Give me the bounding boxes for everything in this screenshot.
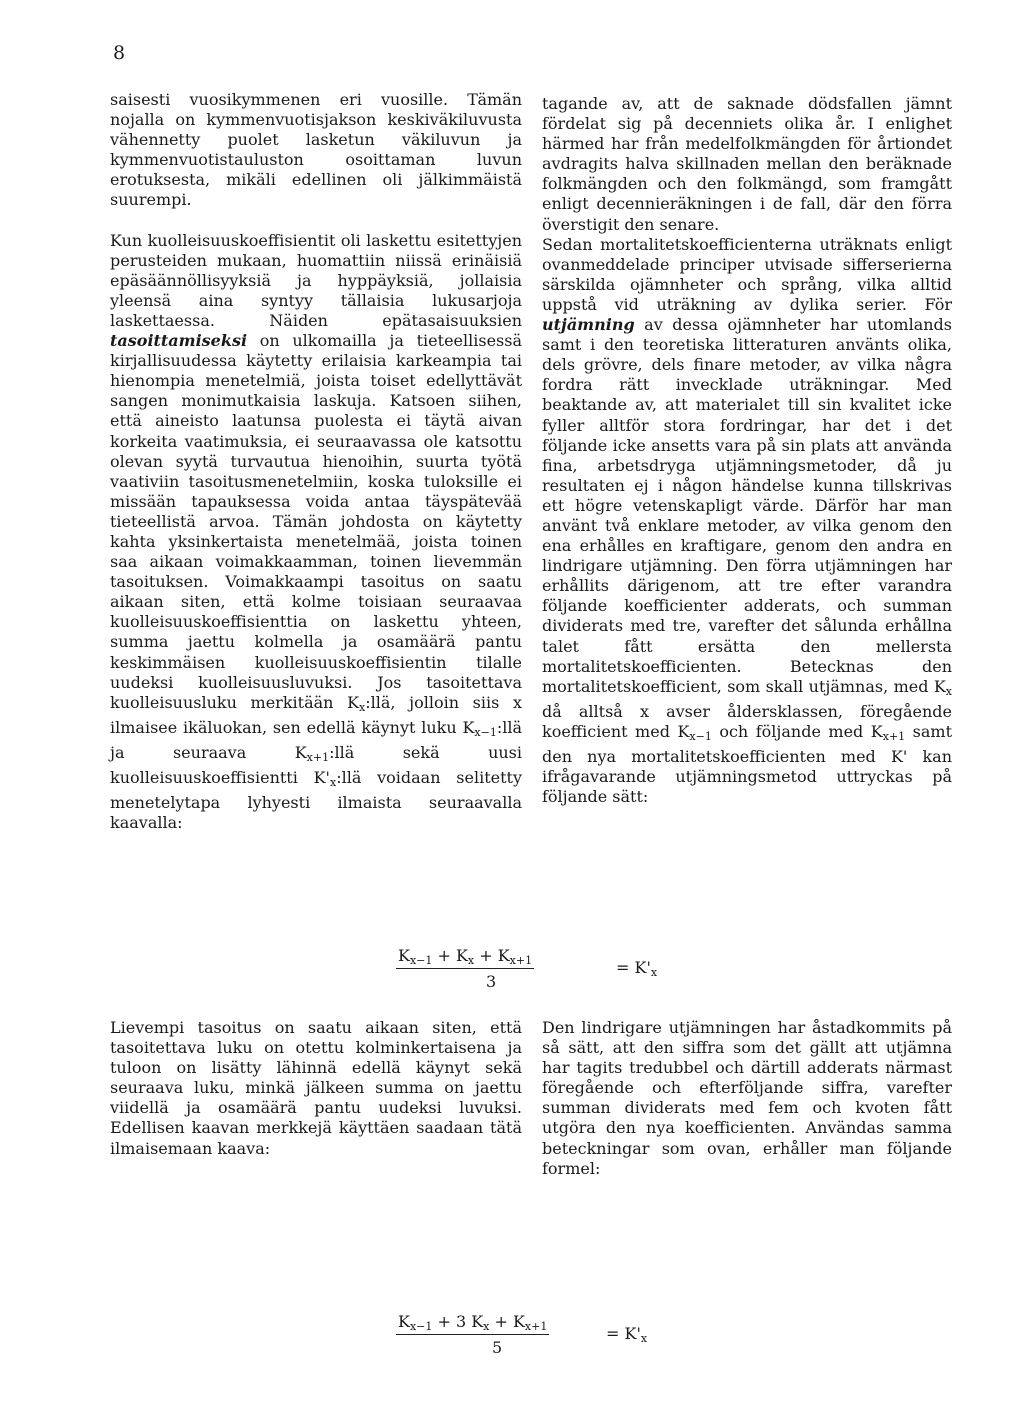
paragraph: tagande av, att de saknade dödsfallen jämnt fördelat sig på decenniets olika år. I enlighet härmed har från medelfolkmängden för årtiondet avdragits halva skillnaden mellan den beräknade folkmängden och den folkmängd, som framgått enligt decennieräkningen i de fall, där den förra överstigit den senare. [542, 94, 952, 234]
subscript: x+1 [882, 729, 906, 743]
text-run: Kun kuolleisuuskoeffisientit oli laskettu esitettyjen perusteiden mukaan, huomattiin niissä erinäisiä epäsäännöllisyyksiä ja hyppäyksiä, jollaisia yleensä aina syntyy tällaisia lukusarjoja laskettaessa. Näiden epätasaisuuksien [110, 230, 522, 330]
paragraph: saisesti vuosikymmenen eri vuosille. Tämän nojalla on kymmenvuotisjakson keskiväkiluvusta vähennetty puolet lasketun väkiluvun ja kymmenvuotistauluston osoittaman luvun erotuksesta, mikäli edellinen oli jälkimmäistä suurempi. [110, 90, 522, 210]
swedish-column-top [542, 94, 952, 807]
subscript: x−1 [474, 725, 497, 739]
swedish-column-bottom [542, 1018, 952, 1179]
text-run: då alltså x avser åldersklassen, föregående koefficient med K [542, 701, 952, 741]
text-run: :llä sekä uusi kuolleisuuskoeffisientti K' [110, 742, 522, 787]
emphasized-term: utjämning [542, 315, 635, 335]
formula-denominator: 3 [486, 972, 497, 991]
text-run: on ulkomailla ja tieteellisessä kirjallisuudessa käytetty erilaisia karkeampia tai hienompia menetelmiä, joista toiset edellyttävät sangen monimutkaisia laskuja. Katsoen siihen, että aineisto laatunsa puolesta ei täytä aivan korkeita vaatimuksia, ei seuraavassa ole katsottu olevan syytä turvautua hienoihin, suurta työtä vaativiin tasoitusmenetelmiin, koska tuloksille ei missään tapauksessa voida antaa täyspätevää tieteellistä arvoa. Tämän johdosta on käytetty kahta yksinkertaista menetelmää, joista toinen saa aikaan voimakkaamman, toinen lievemmän tasoituksen. Voimakkaampi tasoitus on saatu aikaan siten, että kolme toisiaan seuraavaa kuolleisuuskoeffisienttia on laskettu yhteen, summa jaettu kolmella ja osamäärä pantu keskimmäisen kuolleisuuskoeffisientin tilalle uudeksi kuolleisuusluvuksi. Jos tasoitettava kuolleisuusluku merkitään K [110, 331, 522, 712]
subscript: x [329, 776, 337, 789]
formula-result: = $K'_x$ [616, 958, 658, 979]
finnish-column-bottom [110, 1018, 522, 1159]
text-run: :llä ja seuraava K [110, 717, 522, 762]
paragraph: Den lindrigare utjämningen har åstadkommits på så sätt, att den siffra som det gällt att utjämna har tagits tredubbel och därtill adderats närmast föregående och efterföljande siffra, varefter summan dividerats med fem och kvoten fått utgöra den nya koefficienten. Användas samma beteckningar som ovan, erhåller man följande formel: [542, 1018, 952, 1178]
paragraph [542, 235, 952, 808]
text-run: samt den nya mortalitetskoefficienten med K' kan ifrågavarande utjämningsmetod uttryckas på följande sätt: [542, 721, 953, 807]
formula-numerator: $K_{x-1} + K_x + K_{x+1}$ [398, 946, 533, 967]
formula-result: = $K'_x$ [606, 1324, 648, 1345]
subscript: x [359, 700, 366, 714]
text-run: och följande med K [711, 721, 883, 741]
text-run: :llä voidaan selitetty menetelytapa lyhyesti ilmaista seuraavalla kaavalla: [110, 768, 523, 833]
subscript: x−1 [689, 729, 712, 743]
text-run: :llä, jolloin siis x ilmaisee ikäluokan, sen edellä käynyt luku K [110, 692, 522, 737]
formula-numerator: $K_{x-1} + 3$ $K_x + K_{x+1}$ [398, 1312, 548, 1333]
paragraph [110, 231, 522, 834]
text-run: Sedan mortalitetskoefficienterna uträknats enligt ovanmeddelade principer utvisade sifferserierna särskilda ojämnheter och språng, vilka alltid uppstå vid uträkning av dylika serier. För [542, 234, 952, 314]
subscript: x [945, 684, 952, 698]
text-run: av dessa ojämnheter har utomlands samt i den teoretiska litteraturen använts olika, dels grövre, dels finare metoder, av vilka några fordra rätt invecklade uträkningar. Med beaktande av, att materialet till sin kvalitet icke fyller alltför stora fordringar, har det i det följande icke ansetts vara på sin plats att använda fina, arbetsdryga utjämningsmetoder, då ju resultaten ej i någon händelse kunna tillskrivas ett högre vetenskapligt värde. Därför har man använt två enklare metoder, av vilka genom den ena erhålles en kraftigare, genom den andra en lindrigare utjämning. Den förra utjämningen har erhållits därigenom, att tre efter varandra följande koefficienter adderats, och summan dividerats med tre, varefter det sålunda erhållna talet fått ersätta den mellersta mortalitetskoefficienten. Betecknas den mortalitetskoefficient, som skall utjämnas, med K [542, 315, 952, 696]
formula-denominator: 5 [492, 1338, 503, 1357]
finnish-column-top [110, 90, 522, 833]
page-number: 8 [113, 42, 126, 64]
emphasized-term: tasoittamiseksi [110, 331, 248, 351]
subscript: x+1 [306, 750, 330, 764]
paragraph: Lievempi tasoitus on saatu aikaan siten, että tasoitettava luku on otettu kolminkertaisena ja tuloon on lisätty lähinnä edellä käynyt sekä seuraava luku, minkä jälkeen summa on jaettu viidellä ja osamäärä pantu uudeksi luvuksi. Edellisen kaavan merkkejä käyttäen saadaan tätä ilmaisemaan kaava: [110, 1018, 522, 1158]
